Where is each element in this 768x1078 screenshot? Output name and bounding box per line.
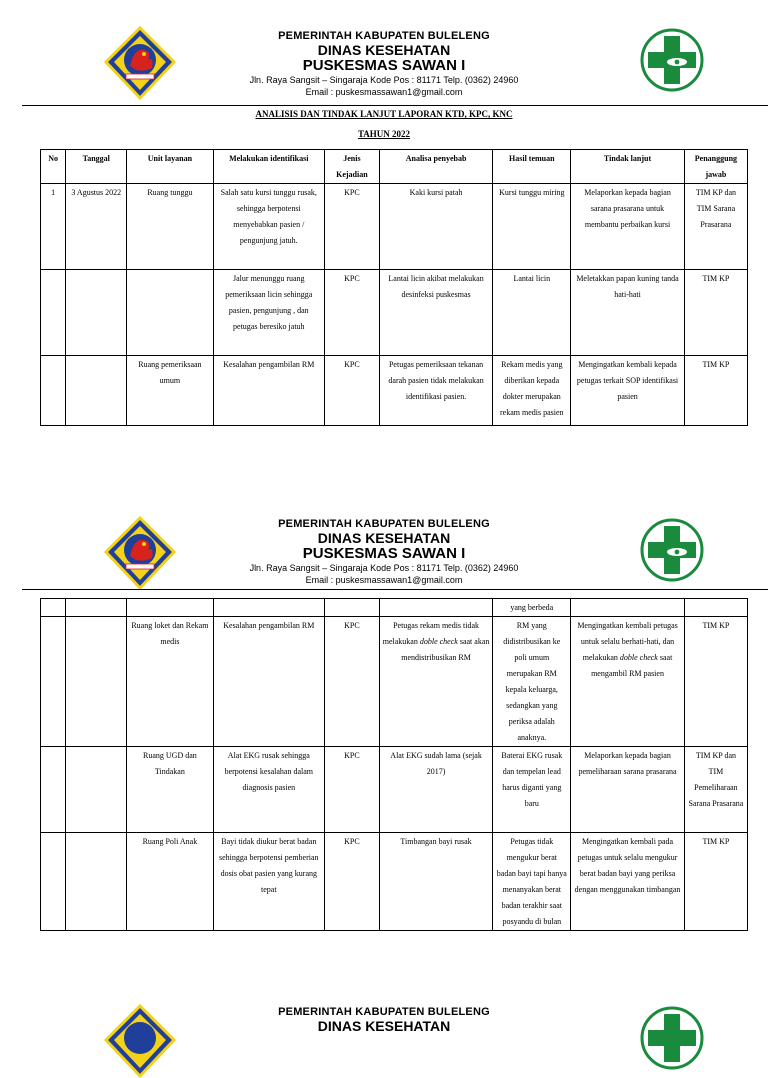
cell-hasil: yang berbeda [493,599,571,617]
col-header-identifikasi: Melakukan identifikasi [213,150,325,184]
table-row [41,270,748,356]
cell-tanggal: 3 Agustus 2022 [66,184,127,270]
cell-hasil: Kursi tunggu miring [493,184,571,270]
agency-name: DINAS KESEHATAN [317,42,451,58]
cell-hasil: Lantai licin [493,270,571,356]
cell-no [41,270,66,356]
cell-hasil: RM yang didistribusikan ke poli umum merupakan RM kepala keluarga, sedangkan yang periksa adalah anaknya. [493,617,571,747]
cell-unit: Ruang Poli Anak [127,833,213,931]
cell-analisa: Petugas pemeriksaan tekanan darah pasien tidak melakukan identifikasi pasien. [379,356,493,426]
col-header-no: No [41,150,66,184]
cell-tindak: Melaporkan kepada bagian sarana prasarana untuk membantu perbaikan kursi [571,184,685,270]
cell-unit: Ruang loket dan Rekam medis [127,617,213,747]
cell-identifikasi: Kesalahan pengambilan RM [213,617,325,747]
col-header-pj: Penanggung jawab [684,150,747,184]
cell-pj: TIM KP [684,270,747,356]
email-line: Email : puskesmassawan1@gmail.com [305,575,463,585]
cell-unit: Ruang UGD dan Tindakan [127,747,213,833]
cell-jenis: KPC [325,356,380,426]
cell-pj: TIM KP dan TIM Sarana Prasarana [684,184,747,270]
document-year: TAHUN 2022 [357,129,411,139]
table-header-row [41,150,748,184]
cell-jenis: KPC [325,270,380,356]
address-line: Jln. Raya Sangsit – Singaraja Kode Pos : 81171 Telp. (0362) 24960 [249,75,519,85]
cell-tindak: Melaporkan kepada bagian pemeliharaan sarana prasarana [571,747,685,833]
cell-analisa: Lantai licin akibat melakukan desinfeksi puskesmas [379,270,493,356]
cell-unit: Ruang tunggu [127,184,213,270]
cell-jenis: KPC [325,833,380,931]
cell-hasil: Baterai EKG rusak dan tempelan lead harus diganti yang baru [493,747,571,833]
clinic-name: PUSKESMAS SAWAN I [302,545,466,562]
cell-tindak: Mengingatkan kembali pada petugas untuk selalu mengukur berat badan bayi yang periksa dengan menggunakan timbangan [571,833,685,931]
table-row [41,833,748,931]
table-row [41,356,748,426]
government-name: PEMERINTAH KABUPATEN BULELENG [278,30,490,42]
email-line: Email : puskesmassawan1@gmail.com [305,87,463,97]
incident-table-page-1 [40,149,748,426]
cell-unit: Ruang pemeriksaan umum [127,356,213,426]
letterhead-divider [22,589,768,590]
letterhead-divider [22,105,768,106]
cell-tindak: Mengingatkan kembali kepada petugas terkait SOP identifikasi pasien [571,356,685,426]
document-page-3 [0,1004,768,1034]
agency-name: DINAS KESEHATAN [317,530,451,546]
cell-analisa: Timbangan bayi rusak [379,833,493,931]
government-name: PEMERINTAH KABUPATEN BULELENG [278,1006,490,1018]
cell-jenis: KPC [325,617,380,747]
table-row [41,617,748,747]
table-row [41,184,748,270]
cell-hasil: Rekam medis yang diberikan kepada dokter merupakan rekam medis pasien [493,356,571,426]
cell-unit [127,270,213,356]
col-header-unit: Unit layanan [127,150,213,184]
cell-identifikasi: Jalur menunggu ruang pemeriksaan licin sehingga pasien, pengunjung , dan petugas beresiko jatuh [213,270,325,356]
table-row [41,747,748,833]
cell-pj: TIM KP [684,833,747,931]
cell-tindak: Meletakkan papan kuning tanda hati-hati [571,270,685,356]
col-header-tanggal: Tanggal [66,150,127,184]
government-name: PEMERINTAH KABUPATEN BULELENG [278,518,490,530]
cell-no: 1 [41,184,66,270]
cell-pj: TIM KP [684,617,747,747]
cell-identifikasi: Salah satu kursi tunggu rusak, sehingga berpotensi menyebabkan pasien / pengunjung jatuh. [213,184,325,270]
cell-identifikasi: Kesalahan pengambilan RM [213,356,325,426]
cell-tanggal [66,356,127,426]
col-header-jenis: Jenis Kejadian [325,150,380,184]
clinic-name: PUSKESMAS SAWAN I [302,57,466,74]
address-line: Jln. Raya Sangsit – Singaraja Kode Pos : 81171 Telp. (0362) 24960 [249,563,519,573]
cell-no [41,356,66,426]
table-row [41,599,748,617]
agency-name: DINAS KESEHATAN [317,1018,451,1034]
cell-pj: TIM KP dan TIM Pemeliharaan Sarana Prasarana [684,747,747,833]
cell-analisa: Alat EKG sudah lama (sejak 2017) [379,747,493,833]
col-header-analisa: Analisa penyebab [379,150,493,184]
cell-identifikasi: Bayi tidak diukur berat badan sehingga berpotensi pemberian dosis obat pasien yang kurang tepat [213,833,325,931]
cell-pj: TIM KP [684,356,747,426]
cell-jenis: KPC [325,184,380,270]
col-header-tindak: Tindak lanjut [571,150,685,184]
cell-analisa: Kaki kursi patah [379,184,493,270]
cell-tanggal [66,270,127,356]
cell-jenis: KPC [325,747,380,833]
cell-analisa: Petugas rekam medis tidak melakukan doble check saat akan mendistribusikan RM [379,617,493,747]
cell-tindak: Mengingatkan kembali petugas untuk selalu berhati-hati, dan melakukan doble check saat mengambil RM pasien [571,617,685,747]
cell-identifikasi: Alat EKG rusak sehingga berpotensi kesalahan dalam diagnosis pasien [213,747,325,833]
cell-hasil: Petugas tidak mengukur berat badan bayi tapi hanya menanyakan berat badan terakhir saat posyandu di bulan [493,833,571,931]
incident-table-page-2 [40,598,748,931]
col-header-hasil: Hasil temuan [493,150,571,184]
document-title: ANALISIS DAN TINDAK LANJUT LAPORAN KTD, KPC, KNC [255,109,513,119]
